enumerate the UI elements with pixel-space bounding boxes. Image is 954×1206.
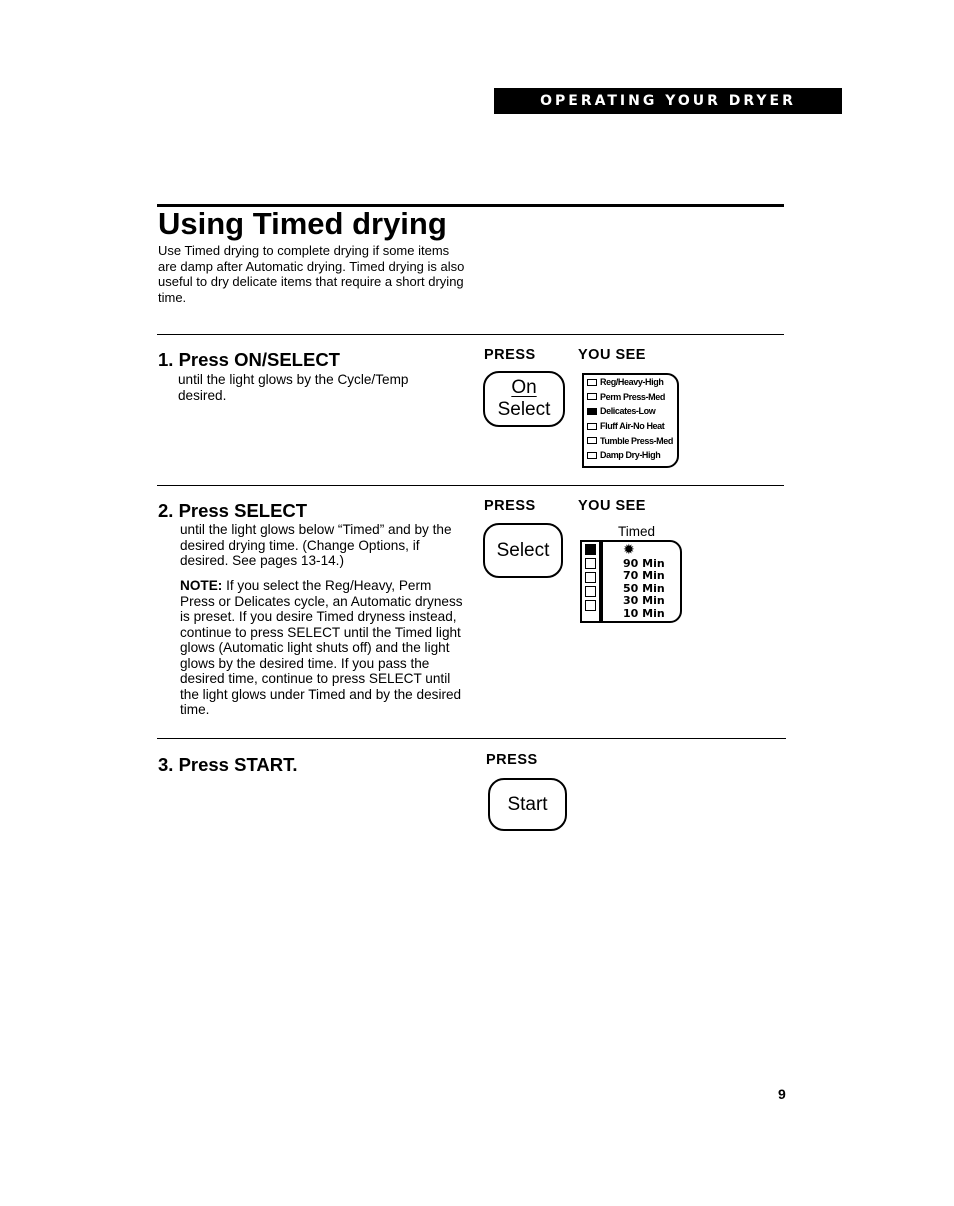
indicator-light-lit xyxy=(585,544,596,555)
step-2-text: until the light glows below “Timed” and by the desired drying time. (Change Options, if desired. See pages 13-14.) xyxy=(180,522,452,568)
start-button[interactable] xyxy=(488,778,567,831)
select-label: Select xyxy=(497,399,551,420)
time-option: 10 Min xyxy=(623,606,665,620)
indicator-light-lit xyxy=(587,408,597,415)
page-title: Using Timed drying xyxy=(158,206,447,241)
page-number: 9 xyxy=(778,1086,786,1102)
cycle-row xyxy=(584,419,677,434)
section-banner: OPERATING YOUR DRYER xyxy=(494,88,842,114)
select-label: Select xyxy=(496,539,550,561)
cycle-row xyxy=(584,375,677,390)
cycle-row xyxy=(584,433,677,448)
step-2-title: 2. Press SELECT xyxy=(158,500,308,521)
indicator-light xyxy=(585,586,596,597)
indicator-light xyxy=(585,572,596,583)
note-label: NOTE: xyxy=(180,578,223,593)
select-button[interactable] xyxy=(483,523,563,578)
cycle-row xyxy=(584,448,677,463)
step-divider xyxy=(157,738,786,739)
indicator-light xyxy=(585,600,596,611)
press-heading: PRESS xyxy=(486,752,538,768)
cycle-label: Reg/Heavy-High xyxy=(600,377,664,388)
step-1-title: 1. Press ON/SELECT xyxy=(158,349,340,370)
step-divider xyxy=(157,485,784,486)
step-2-note xyxy=(180,578,465,718)
cycle-row xyxy=(584,404,677,419)
indicator-light xyxy=(587,393,597,400)
press-heading: PRESS xyxy=(484,347,536,363)
note-text: If you select the Reg/Heavy, Perm Press or Delicates cycle, an Automatic dryness is preset. If you desire Timed dryness instead, continue to press SELECT until the Timed light glows (Automatic light shuts off) and the light glows by the desired time. If you pass the desired time, continue to press SELECT until the light glows under Timed and by the desired time. xyxy=(180,578,463,717)
time-option: 90 Min xyxy=(623,557,665,570)
step-3-title: 3. Press START. xyxy=(158,754,298,775)
intro-text: Use Timed drying to complete drying if some items are damp after Automatic drying. Timed drying is also useful to dry delicate items that require a short drying time. xyxy=(158,243,465,305)
press-heading: PRESS xyxy=(484,498,536,514)
time-option: 70 Min xyxy=(623,569,665,583)
cycle-label: Damp Dry-High xyxy=(600,450,661,461)
cycle-label: Delicates-Low xyxy=(600,406,656,417)
cycle-label: Perm Press-Med xyxy=(600,391,665,402)
indicator-light xyxy=(587,437,597,444)
step-1-text: until the light glows by the Cycle/Temp desired. xyxy=(178,372,409,403)
cycle-label: Tumble Press-Med xyxy=(600,435,673,446)
option-lights-column xyxy=(580,540,601,623)
on-label: On xyxy=(511,377,537,398)
indicator-light xyxy=(587,452,597,459)
you-see-heading: YOU SEE xyxy=(578,498,646,514)
cycle-row xyxy=(584,390,677,405)
timed-light-row xyxy=(603,542,680,558)
cycle-label: Fluff Air-No Heat xyxy=(600,421,665,432)
indicator-light xyxy=(587,379,597,386)
timed-label: Timed xyxy=(618,524,656,539)
lit-indicator-icon: ✹ xyxy=(623,541,635,557)
time-option: 50 Min xyxy=(623,581,665,595)
indicator-light xyxy=(585,558,596,569)
you-see-heading: YOU SEE xyxy=(578,347,646,363)
indicator-light xyxy=(587,423,597,430)
time-option: 30 Min xyxy=(623,594,665,608)
cycle-indicator-panel xyxy=(582,373,679,468)
start-label: Start xyxy=(507,793,548,815)
on-select-button[interactable] xyxy=(483,371,565,427)
step-divider xyxy=(157,334,784,335)
timed-indicator-panel xyxy=(601,540,682,623)
